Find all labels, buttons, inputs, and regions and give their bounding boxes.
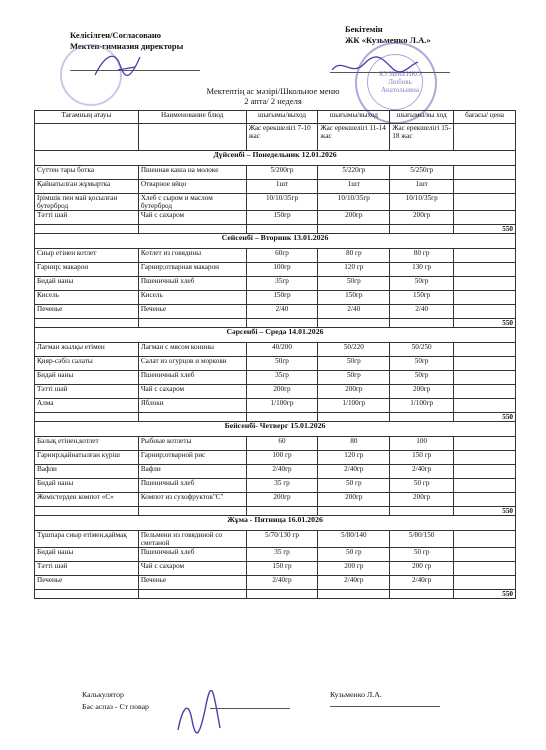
portion-11-14: 80 [318,437,390,451]
price-cell [454,277,516,291]
dish-name-ru: Яблоки [138,399,246,413]
dish-name-kz: Тәтті шәй [35,562,139,576]
price-cell [454,194,516,211]
price-cell [454,451,516,465]
price-cell [454,291,516,305]
chef-signature-line [210,708,290,709]
footer-chef: Бас аспаз - Ст повар [82,702,149,711]
dish-name-ru: Гарнир;отварной рис [138,451,246,465]
menu-title: Мектептің ас мәзірі/Школьное меню [206,86,340,96]
portion-15-18: 200гр [390,385,454,399]
portion-7-10: 5/70/130 гр [246,531,318,548]
dish-name-ru: Печенье [138,576,246,590]
portion-15-18: 2/40гр [390,465,454,479]
table-row [35,211,516,225]
col-header-out2: шығымы/выход [318,111,390,124]
portion-15-18: 10/10/35гр [390,194,454,211]
table-row [35,451,516,465]
portion-11-14: 50гр [318,371,390,385]
portion-11-14: 2/40 [318,305,390,319]
portion-11-14: 120 гр [318,263,390,277]
table-row [35,548,516,562]
portion-15-18: 5/250гр [390,166,454,180]
table-row [35,194,516,211]
day-price: 550 [454,413,516,422]
approval-line2: Мектеп-гимназия директоры [70,41,184,51]
portion-11-14: 150гр [318,291,390,305]
portion-11-14: 80 гр [318,249,390,263]
dish-name-ru: Гарнир;отварная макарон [138,263,246,277]
approver-signature [330,52,420,82]
dish-name-kz: Бидай наны [35,548,139,562]
dish-name-kz: Вафли [35,465,139,479]
table-row [35,357,516,371]
price-cell [454,531,516,548]
col-header-out3: шығымы/вы ход [390,111,454,124]
dish-name-kz: Кисель [35,291,139,305]
day-title: Сейсенбі – Вторник 13.01.2026 [35,234,516,249]
day-header-row [35,328,516,343]
price-cell [454,493,516,507]
age-7-10: Жас ерекшелігі 7-10 жас [246,124,318,151]
portion-15-18: 50 гр [390,479,454,493]
portion-11-14: 1/100гр [318,399,390,413]
confirm-line2: ЖК «Кузьменко Л.А.» [345,35,431,45]
dish-name-ru: Кисель [138,291,246,305]
dish-name-ru: Пшеничный хлеб [138,548,246,562]
table-row [35,166,516,180]
dish-name-kz: Қайнатылған жұмыртка [35,180,139,194]
table-row [35,385,516,399]
day-header-row [35,234,516,249]
dish-name-kz: Сүттен тары ботка [35,166,139,180]
stamp-text: КУЗЬМЕНКО Любовь Анатольевна [379,70,421,94]
day-price: 550 [454,590,516,599]
dish-name-ru: Чай с сахаром [138,385,246,399]
portion-11-14: 50 гр [318,548,390,562]
table-row [35,263,516,277]
dish-name-ru: Салат из огурцов и моркови [138,357,246,371]
portion-7-10: 35 гр [246,548,318,562]
age-15-18: Жас ерекшелігі 15-18 жас [390,124,454,151]
portion-11-14: 1шт [318,180,390,194]
price-cell [454,479,516,493]
col-header-name-kz: Тағамның атауы [35,111,139,124]
day-price: 550 [454,319,516,328]
dish-name-ru: Пшеничный хлеб [138,479,246,493]
day-price: 550 [454,507,516,516]
day-header-row [35,422,516,437]
day-title: Бейсенбі- Четверг 15.01.2026 [35,422,516,437]
portion-15-18: 2/40гр [390,576,454,590]
price-cell [454,343,516,357]
portion-7-10: 150гр [246,291,318,305]
table-row [35,399,516,413]
portion-15-18: 50гр [390,357,454,371]
portion-15-18: 100 [390,437,454,451]
dish-name-ru: Отварное яйцо [138,180,246,194]
portion-11-14: 5/80/140 [318,531,390,548]
table-row [35,305,516,319]
portion-7-10: 100 гр [246,451,318,465]
portion-15-18: 1/100гр [390,399,454,413]
col-header-name-ru: Наименование блюд [138,111,246,124]
chef-signature [170,690,230,740]
dish-name-ru: Пшенная каша на молоке [138,166,246,180]
portion-11-14: 120 гр [318,451,390,465]
price-cell [454,211,516,225]
portion-15-18: 130 гр [390,263,454,277]
price-cell [454,249,516,263]
price-cell [454,576,516,590]
dish-name-ru: Пшеничный хлеб [138,277,246,291]
portion-7-10: 2/40гр [246,576,318,590]
portion-11-14: 200гр [318,385,390,399]
table-row [35,493,516,507]
day-title: Дүйсенбі – Понедельник 12.01.2026 [35,151,516,166]
age-row [35,124,516,151]
portion-15-18: 150гр [390,291,454,305]
table-header-row [35,111,516,124]
dish-name-kz: Бидай наны [35,371,139,385]
portion-7-10: 60 [246,437,318,451]
table-row [35,249,516,263]
portion-7-10: 35гр [246,277,318,291]
portion-11-14: 200 гр [318,562,390,576]
portion-15-18: 50/250 [390,343,454,357]
price-cell [454,385,516,399]
portion-15-18: 1шт [390,180,454,194]
dish-name-kz: Сиыр етінен котлет [35,249,139,263]
table-row [35,465,516,479]
dish-name-kz: Бидай наны [35,479,139,493]
menu-subtitle: 2 апта/ 2 неделя [244,96,302,106]
table-row [35,562,516,576]
portion-7-10: 1шт [246,180,318,194]
portion-7-10: 200гр [246,385,318,399]
menu-table [34,110,516,599]
table-row [35,371,516,385]
portion-15-18: 2/40 [390,305,454,319]
day-title: Сәрсенбі – Среда 14.01.2026 [35,328,516,343]
dish-name-kz: Гарнир; макарон [35,263,139,277]
day-price: 550 [454,225,516,234]
portion-15-18: 150 гр [390,451,454,465]
portion-7-10: 60гр [246,249,318,263]
dish-name-kz: Ірімшік пен май қосылған бутерброд [35,194,139,211]
dish-name-ru: Хлеб с сыром и маслом бутерброд [138,194,246,211]
col-header-out1: шығымы/выход [246,111,318,124]
portion-11-14: 50гр [318,357,390,371]
price-cell [454,548,516,562]
dish-name-kz: Қияр-сәбіз салаты [35,357,139,371]
dish-name-ru: Чай с сахаром [138,211,246,225]
portion-11-14: 50гр [318,277,390,291]
portion-7-10: 1/100гр [246,399,318,413]
price-cell [454,465,516,479]
dish-name-kz: Жемістерден компот «С» [35,493,139,507]
portion-11-14: 200гр [318,493,390,507]
dish-name-ru: Рыбные котлеты [138,437,246,451]
portion-11-14: 2/40гр [318,465,390,479]
portion-15-18: 80 гр [390,249,454,263]
portion-15-18: 50 гр [390,548,454,562]
table-row [35,437,516,451]
portion-7-10: 35 гр [246,479,318,493]
portion-11-14: 50/220 [318,343,390,357]
dish-name-ru: Котлет из говядины [138,249,246,263]
table-row [35,291,516,305]
price-cell [454,399,516,413]
price-cell [454,263,516,277]
dish-name-ru: Пшеничный хлеб [138,371,246,385]
price-cell [454,166,516,180]
dish-name-ru: Компот из сухофруктов"С" [138,493,246,507]
footer-calc: Калькулятор [82,690,124,699]
dish-name-kz: Печенье [35,576,139,590]
dish-name-ru: Пельмени из говядиной со сметаной [138,531,246,548]
table-row [35,479,516,493]
portion-7-10: 40/200 [246,343,318,357]
portion-7-10: 5/200гр [246,166,318,180]
portion-15-18: 50гр [390,371,454,385]
price-cell [454,562,516,576]
portion-15-18: 200гр [390,211,454,225]
portion-11-14: 50 гр [318,479,390,493]
portion-15-18: 5/80/150 [390,531,454,548]
price-cell [454,437,516,451]
portion-7-10: 2/40гр [246,465,318,479]
day-title: Жұма - Пятница 16.01.2026 [35,516,516,531]
price-cell [454,305,516,319]
age-11-14: Жас ерекшелігі 11-14 жас [318,124,390,151]
price-row [35,590,516,599]
portion-11-14: 2/40гр [318,576,390,590]
portion-7-10: 100гр [246,263,318,277]
dish-name-kz: Алма [35,399,139,413]
day-header-row [35,151,516,166]
price-cell [454,180,516,194]
dish-name-ru: Лагман с мясом конины [138,343,246,357]
portion-7-10: 35гр [246,371,318,385]
dish-name-kz: Тәтті шай [35,211,139,225]
price-cell [454,357,516,371]
dish-name-ru: Чай с сахаром [138,562,246,576]
portion-11-14: 10/10/35гр [318,194,390,211]
table-row [35,531,516,548]
footer-name: Кузьменко Л.А. [330,690,382,699]
portion-7-10: 150 гр [246,562,318,576]
dish-name-kz: Гарнир;қайнатылған күріш [35,451,139,465]
portion-15-18: 50гр [390,277,454,291]
dish-name-kz: Балық етінен,котлет [35,437,139,451]
day-header-row [35,516,516,531]
menu-table-body [35,111,516,599]
confirm-line1: Бекітемін [345,24,383,34]
portion-7-10: 150гр [246,211,318,225]
portion-11-14: 200гр [318,211,390,225]
portion-7-10: 50гр [246,357,318,371]
dish-name-kz: Тұшпара сиыр етімен,қаймақ [35,531,139,548]
portion-7-10: 2/40 [246,305,318,319]
dish-name-ru: Вафли [138,465,246,479]
price-cell [454,371,516,385]
dish-name-kz: Бидай наны [35,277,139,291]
director-signature [90,45,150,85]
dish-name-kz: Печенье [35,305,139,319]
dish-name-kz: Тәтті шәй [35,385,139,399]
col-header-price: бағасы/ цена [454,111,516,124]
dish-name-kz: Лагман жылқы етімен [35,343,139,357]
table-row [35,576,516,590]
table-row [35,277,516,291]
portion-15-18: 200 гр [390,562,454,576]
table-row [35,343,516,357]
portion-7-10: 10/10/35гр [246,194,318,211]
approval-line1: Келісілген/Согласовано [70,30,162,40]
portion-11-14: 5/220гр [318,166,390,180]
portion-15-18: 200гр [390,493,454,507]
portion-7-10: 200гр [246,493,318,507]
calc-signature-line [330,706,440,707]
table-row [35,180,516,194]
dish-name-ru: Печенье [138,305,246,319]
